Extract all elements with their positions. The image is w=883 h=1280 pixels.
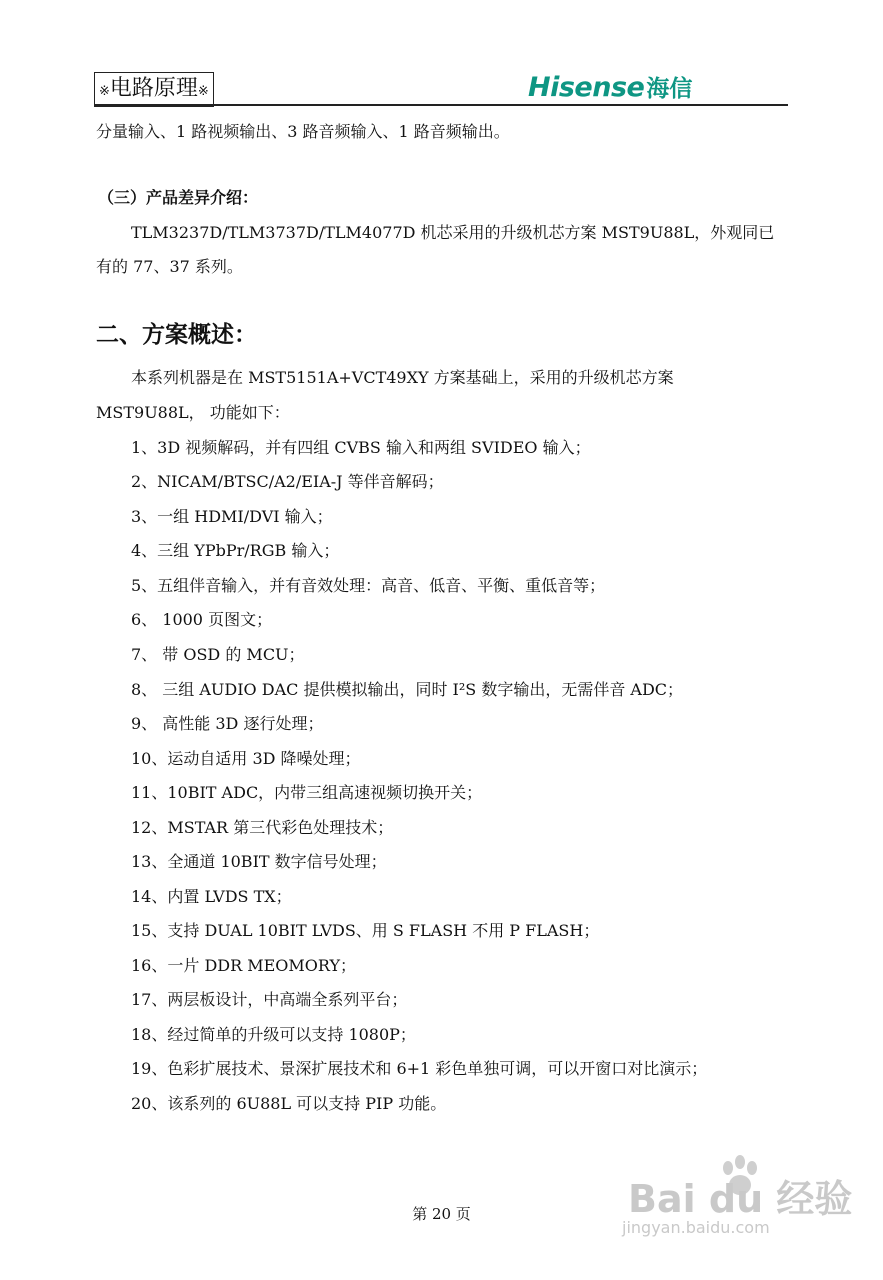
- page-number: 第 20 页: [412, 1205, 471, 1223]
- feature-item: 17、两层板设计，中高端全系列平台；: [131, 990, 408, 1009]
- product-diff-line-2: 有的 77、37 系列。: [96, 257, 243, 276]
- product-diff-heading: （三）产品差异介绍：: [98, 188, 259, 207]
- feature-item: 4、三组 YPbPr/RGB 输入；: [131, 541, 340, 560]
- feature-item: 14、内置 LVDS TX；: [131, 887, 292, 906]
- feature-item: 2、NICAM/BTSC/A2/EIA-J 等伴音解码；: [131, 472, 444, 491]
- header-divider: [94, 104, 788, 106]
- reference-mark-left: ※: [99, 84, 110, 99]
- overview-paragraph-line-2: MST9U88L， 功能如下：: [96, 403, 290, 422]
- feature-item: 8、 三组 AUDIO DAC 提供模拟输出，同时 I²S 数字输出，无需伴音 ADC；: [131, 680, 684, 699]
- feature-item: 11、10BIT ADC，内带三组高速视频切换开关；: [131, 783, 483, 802]
- section-title: 二、方案概述：: [96, 321, 257, 348]
- watermark-logo-text: Bai du 经验: [628, 1177, 853, 1221]
- baidu-jingyan-watermark: [622, 1150, 853, 1250]
- feature-item: 9、 高性能 3D 逐行处理；: [131, 714, 324, 733]
- reference-mark-right: ※: [197, 84, 209, 99]
- hisense-logo: [528, 70, 692, 103]
- product-diff-line-1: TLM3237D/TLM3737D/TLM4077D 机芯采用的升级机芯方案 MST9U88L，外观同已: [131, 223, 775, 242]
- watermark-url: jingyan.baidu.com: [622, 1218, 770, 1237]
- logo-english: Hisense: [528, 72, 645, 103]
- feature-item: 1、3D 视频解码，并有四组 CVBS 输入和两组 SVIDEO 输入；: [131, 438, 591, 457]
- intro-line: 分量输入、1 路视频输出、3 路音频输入、1 路音频输出。: [96, 122, 510, 141]
- feature-item: 6、 1000 页图文；: [131, 610, 273, 629]
- logo-chinese: 海信: [646, 76, 693, 102]
- header-title-box: [94, 72, 214, 107]
- feature-item: 5、五组伴音输入，并有音效处理：高音、低音、平衡、重低音等；: [131, 576, 606, 595]
- overview-paragraph-line-1: 本系列机器是在 MST5151A+VCT49XY 方案基础上，采用的升级机芯方案: [131, 368, 674, 387]
- feature-item: 20、该系列的 6U88L 可以支持 PIP 功能。: [131, 1094, 447, 1113]
- feature-item: 19、色彩扩展技术、景深扩展技术和 6+1 彩色单独可调，可以开窗口对比演示；: [131, 1059, 708, 1078]
- feature-item: 16、一片 DDR MEOMORY；: [131, 956, 357, 975]
- feature-item: 7、 带 OSD 的 MCU；: [131, 645, 305, 664]
- feature-item: 12、MSTAR 第三代彩色处理技术；: [131, 818, 394, 837]
- feature-item: 13、全通道 10BIT 数字信号处理；: [131, 852, 387, 871]
- feature-item: 10、运动自适用 3D 降噪处理；: [131, 749, 361, 768]
- feature-item: 15、支持 DUAL 10BIT LVDS、用 S FLASH 不用 P FLASH；: [131, 921, 600, 940]
- header-title: 电路原理: [109, 76, 198, 101]
- feature-item: 3、一组 HDMI/DVI 输入；: [131, 507, 333, 526]
- feature-item: 18、经过简单的升级可以支持 1080P；: [131, 1025, 416, 1044]
